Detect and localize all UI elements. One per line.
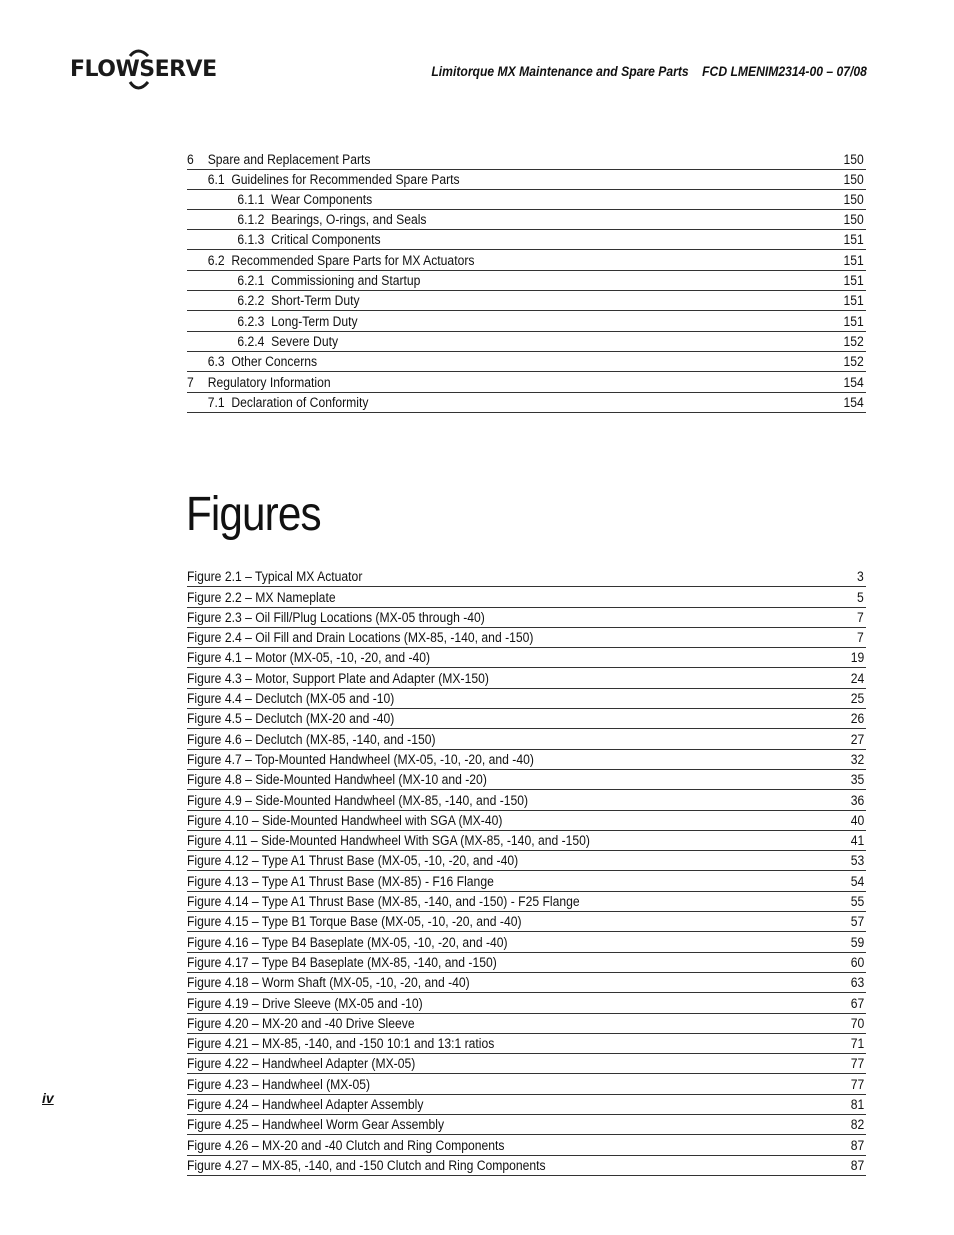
toc-page-number: 150 <box>843 212 865 228</box>
figure-page-number: 55 <box>850 894 865 910</box>
toc-entry-text: 6.2 Recommended Spare Parts for MX Actuators <box>207 252 475 268</box>
figure-list-item[interactable] <box>187 1034 866 1054</box>
figure-page-number: 53 <box>850 853 865 869</box>
toc-entry-label <box>187 252 474 270</box>
figure-list-item[interactable] <box>187 851 866 871</box>
toc-page-number: 154 <box>843 394 865 410</box>
figure-list-item[interactable] <box>187 871 866 891</box>
figure-caption: Figure 2.1 – Typical MX Actuator <box>187 569 363 585</box>
figure-list-item[interactable] <box>187 1156 866 1176</box>
figure-list-item[interactable] <box>187 1115 866 1135</box>
figure-list-item[interactable] <box>187 993 866 1013</box>
toc-row[interactable] <box>187 190 866 210</box>
figure-list-item[interactable] <box>187 729 866 749</box>
figure-caption: Figure 4.5 – Declutch (MX-20 and -40) <box>187 711 395 727</box>
toc-page-number: 152 <box>843 333 865 349</box>
figure-caption: Figure 4.20 – MX-20 and -40 Drive Sleeve <box>187 1015 415 1031</box>
toc-entry-text: 6.2.4 Severe Duty <box>237 333 339 349</box>
toc-entry-text: 7.1 Declaration of Conformity <box>207 394 369 410</box>
figure-caption: Figure 2.3 – Oil Fill/Plug Locations (MX-05 through -40) <box>187 609 485 625</box>
figure-caption: Figure 4.12 – Type A1 Thrust Base (MX-05, -10, -20, and -40) <box>187 853 519 869</box>
toc-chapter-number: 7 <box>187 374 194 390</box>
toc-page-number: 150 <box>843 152 865 168</box>
figure-caption: Figure 4.26 – MX-20 and -40 Clutch and Ring Components <box>187 1137 505 1153</box>
page-number: iv <box>42 1090 54 1106</box>
toc-page-number: 151 <box>843 313 865 329</box>
figure-page-number: 41 <box>850 833 865 849</box>
toc-row[interactable] <box>187 352 866 372</box>
toc-row[interactable] <box>187 169 866 189</box>
figure-page-number: 87 <box>850 1157 865 1173</box>
figure-caption: Figure 4.17 – Type B4 Baseplate (MX-85, -140, and -150) <box>187 954 497 970</box>
figure-caption: Figure 4.16 – Type B4 Baseplate (MX-05, -10, -20, and -40) <box>187 934 508 950</box>
toc-entry-text: 6.2.1 Commissioning and Startup <box>237 273 421 289</box>
figure-caption: Figure 4.25 – Handwheel Worm Gear Assembly <box>187 1117 445 1133</box>
figure-list-item[interactable] <box>187 689 866 709</box>
figure-page-number: 63 <box>850 975 865 991</box>
figure-caption: Figure 4.18 – Worm Shaft (MX-05, -10, -20, and -40) <box>187 975 470 991</box>
figure-page-number: 82 <box>850 1117 865 1133</box>
figure-list-item[interactable] <box>187 750 866 770</box>
figure-page-number: 24 <box>850 670 865 686</box>
toc-page-number: 154 <box>843 374 865 390</box>
toc-row[interactable] <box>187 291 866 311</box>
logo-text: FLOWSERVE <box>70 57 217 82</box>
figure-caption: Figure 4.7 – Top-Mounted Handwheel (MX-05, -10, -20, and -40) <box>187 751 534 767</box>
figure-page-number: 26 <box>850 711 865 727</box>
toc-entry-label <box>187 374 331 392</box>
figure-list-item[interactable] <box>187 953 866 973</box>
figure-caption: Figure 4.13 – Type A1 Thrust Base (MX-85) - F16 Flange <box>187 873 494 889</box>
figure-list-item[interactable] <box>187 811 866 831</box>
toc-page-number: 151 <box>843 232 865 248</box>
toc-entry-label <box>187 272 420 290</box>
figure-list-item[interactable] <box>187 973 866 993</box>
figure-page-number: 7 <box>857 630 865 646</box>
figure-list-item[interactable] <box>187 892 866 912</box>
figure-caption: Figure 4.24 – Handwheel Adapter Assembly <box>187 1097 424 1113</box>
figure-list-item[interactable] <box>187 932 866 952</box>
figure-caption: Figure 4.27 – MX-85, -140, and -150 Clutch and Ring Components <box>187 1157 546 1173</box>
figure-caption: Figure 4.15 – Type B1 Torque Base (MX-05, -10, -20, and -40) <box>187 914 522 930</box>
toc-entry-text: 6.1.2 Bearings, O-rings, and Seals <box>237 212 427 228</box>
figure-caption: Figure 4.19 – Drive Sleeve (MX-05 and -10) <box>187 995 423 1011</box>
figure-caption: Figure 4.9 – Side-Mounted Handwheel (MX-85, -140, and -150) <box>187 792 529 808</box>
figure-caption: Figure 4.6 – Declutch (MX-85, -140, and -150) <box>187 731 436 747</box>
figure-page-number: 27 <box>850 731 865 747</box>
figure-list-item[interactable] <box>187 1135 866 1155</box>
toc-entry-text: 6.2.3 Long-Term Duty <box>237 313 358 329</box>
toc-row[interactable] <box>187 332 866 352</box>
toc-row[interactable] <box>187 311 866 331</box>
figure-list-item[interactable] <box>187 668 866 688</box>
toc-entry-label <box>187 211 427 229</box>
figure-list-item[interactable] <box>187 1014 866 1034</box>
figure-list-item[interactable] <box>187 1095 866 1115</box>
figure-page-number: 25 <box>850 691 865 707</box>
toc-entry-text: 6.1.1 Wear Components <box>237 191 373 207</box>
figure-caption: Figure 4.14 – Type A1 Thrust Base (MX-85, -140, and -150) - F25 Flange <box>187 894 580 910</box>
figure-page-number: 81 <box>850 1097 865 1113</box>
figure-list-item[interactable] <box>187 1054 866 1074</box>
figure-list-item[interactable] <box>187 608 866 628</box>
figure-caption: Figure 4.11 – Side-Mounted Handwheel With SGA (MX-85, -140, and -150) <box>187 833 590 849</box>
figure-list-item[interactable] <box>187 790 866 810</box>
figure-page-number: 60 <box>850 954 865 970</box>
figure-caption: Figure 4.23 – Handwheel (MX-05) <box>187 1076 371 1092</box>
figure-caption: Figure 4.8 – Side-Mounted Handwheel (MX-10 and -20) <box>187 772 487 788</box>
figure-page-number: 32 <box>850 751 865 767</box>
figure-page-number: 54 <box>850 873 865 889</box>
toc-row[interactable] <box>187 393 866 413</box>
document-header-title: Limitorque MX Maintenance and Spare Parts FCD LMENIM2314-00 – 07/08 <box>431 64 867 79</box>
figure-page-number: 36 <box>850 792 865 808</box>
figure-page-number: 57 <box>850 914 865 930</box>
toc-page-number: 151 <box>843 252 865 268</box>
figure-page-number: 77 <box>850 1056 865 1072</box>
figure-page-number: 7 <box>857 609 865 625</box>
toc-row[interactable] <box>187 250 866 270</box>
figure-list-item[interactable] <box>187 912 866 932</box>
figure-page-number: 35 <box>850 772 865 788</box>
figure-caption: Figure 4.4 – Declutch (MX-05 and -10) <box>187 691 395 707</box>
figure-list-item[interactable] <box>187 628 866 648</box>
figure-page-number: 67 <box>850 995 865 1011</box>
toc-entry-text: Spare and Replacement Parts <box>207 152 371 168</box>
toc-page-number: 151 <box>843 273 865 289</box>
toc-entry-label <box>187 353 317 371</box>
figure-page-number: 3 <box>857 569 865 585</box>
toc-entry-label <box>187 191 372 209</box>
figure-page-number: 40 <box>850 812 865 828</box>
figure-page-number: 5 <box>857 589 865 605</box>
figure-list-item[interactable] <box>187 831 866 851</box>
toc-page-number: 150 <box>843 171 865 187</box>
figure-caption: Figure 4.1 – Motor (MX-05, -10, -20, and -40) <box>187 650 431 666</box>
toc-entry-text: 6.3 Other Concerns <box>207 354 318 370</box>
toc-entry-label <box>187 151 370 169</box>
flowserve-logo <box>70 44 217 96</box>
toc-entry-label <box>187 171 460 189</box>
figure-list-item[interactable] <box>187 567 866 587</box>
figures-heading: Figures <box>186 488 321 541</box>
toc-page-number: 151 <box>843 293 865 309</box>
toc-entry-label <box>187 394 368 412</box>
figure-caption: Figure 4.10 – Side-Mounted Handwheel with SGA (MX-40) <box>187 812 503 828</box>
toc-page-number: 152 <box>843 354 865 370</box>
toc-entry-label <box>187 292 360 310</box>
figure-page-number: 59 <box>850 934 865 950</box>
figure-list-item[interactable] <box>187 587 866 607</box>
figures-list <box>187 567 866 1176</box>
figure-list-item[interactable] <box>187 709 866 729</box>
toc-row[interactable] <box>187 271 866 291</box>
figure-caption: Figure 4.21 – MX-85, -140, and -150 10:1 and 13:1 ratios <box>187 1036 495 1052</box>
toc-entry-label <box>187 313 358 331</box>
toc-entry-label <box>187 231 381 249</box>
figure-list-item[interactable] <box>187 648 866 668</box>
figure-list-item[interactable] <box>187 770 866 790</box>
toc-page-number: 150 <box>843 191 865 207</box>
figure-caption: Figure 4.3 – Motor, Support Plate and Adapter (MX-150) <box>187 670 489 686</box>
figure-page-number: 87 <box>850 1137 865 1153</box>
figure-page-number: 71 <box>850 1036 865 1052</box>
toc-row[interactable] <box>187 149 866 169</box>
figure-caption: Figure 2.4 – Oil Fill and Drain Locations (MX-85, -140, and -150) <box>187 630 534 646</box>
figure-page-number: 77 <box>850 1076 865 1092</box>
toc-row[interactable] <box>187 210 866 230</box>
toc-row[interactable] <box>187 372 866 392</box>
figure-page-number: 70 <box>850 1015 865 1031</box>
toc-entry-text: Regulatory Information <box>207 374 331 390</box>
figure-page-number: 19 <box>850 650 865 666</box>
figure-caption: Figure 2.2 – MX Nameplate <box>187 589 336 605</box>
toc-chapter-number: 6 <box>187 152 194 168</box>
table-of-contents <box>187 149 866 413</box>
figure-list-item[interactable] <box>187 1074 866 1094</box>
toc-entry-text: 6.1 Guidelines for Recommended Spare Parts <box>207 171 460 187</box>
toc-entry-text: 6.1.3 Critical Components <box>237 232 381 248</box>
figure-caption: Figure 4.22 – Handwheel Adapter (MX-05) <box>187 1056 416 1072</box>
toc-entry-label <box>187 333 338 351</box>
toc-row[interactable] <box>187 230 866 250</box>
toc-entry-text: 6.2.2 Short-Term Duty <box>237 293 360 309</box>
